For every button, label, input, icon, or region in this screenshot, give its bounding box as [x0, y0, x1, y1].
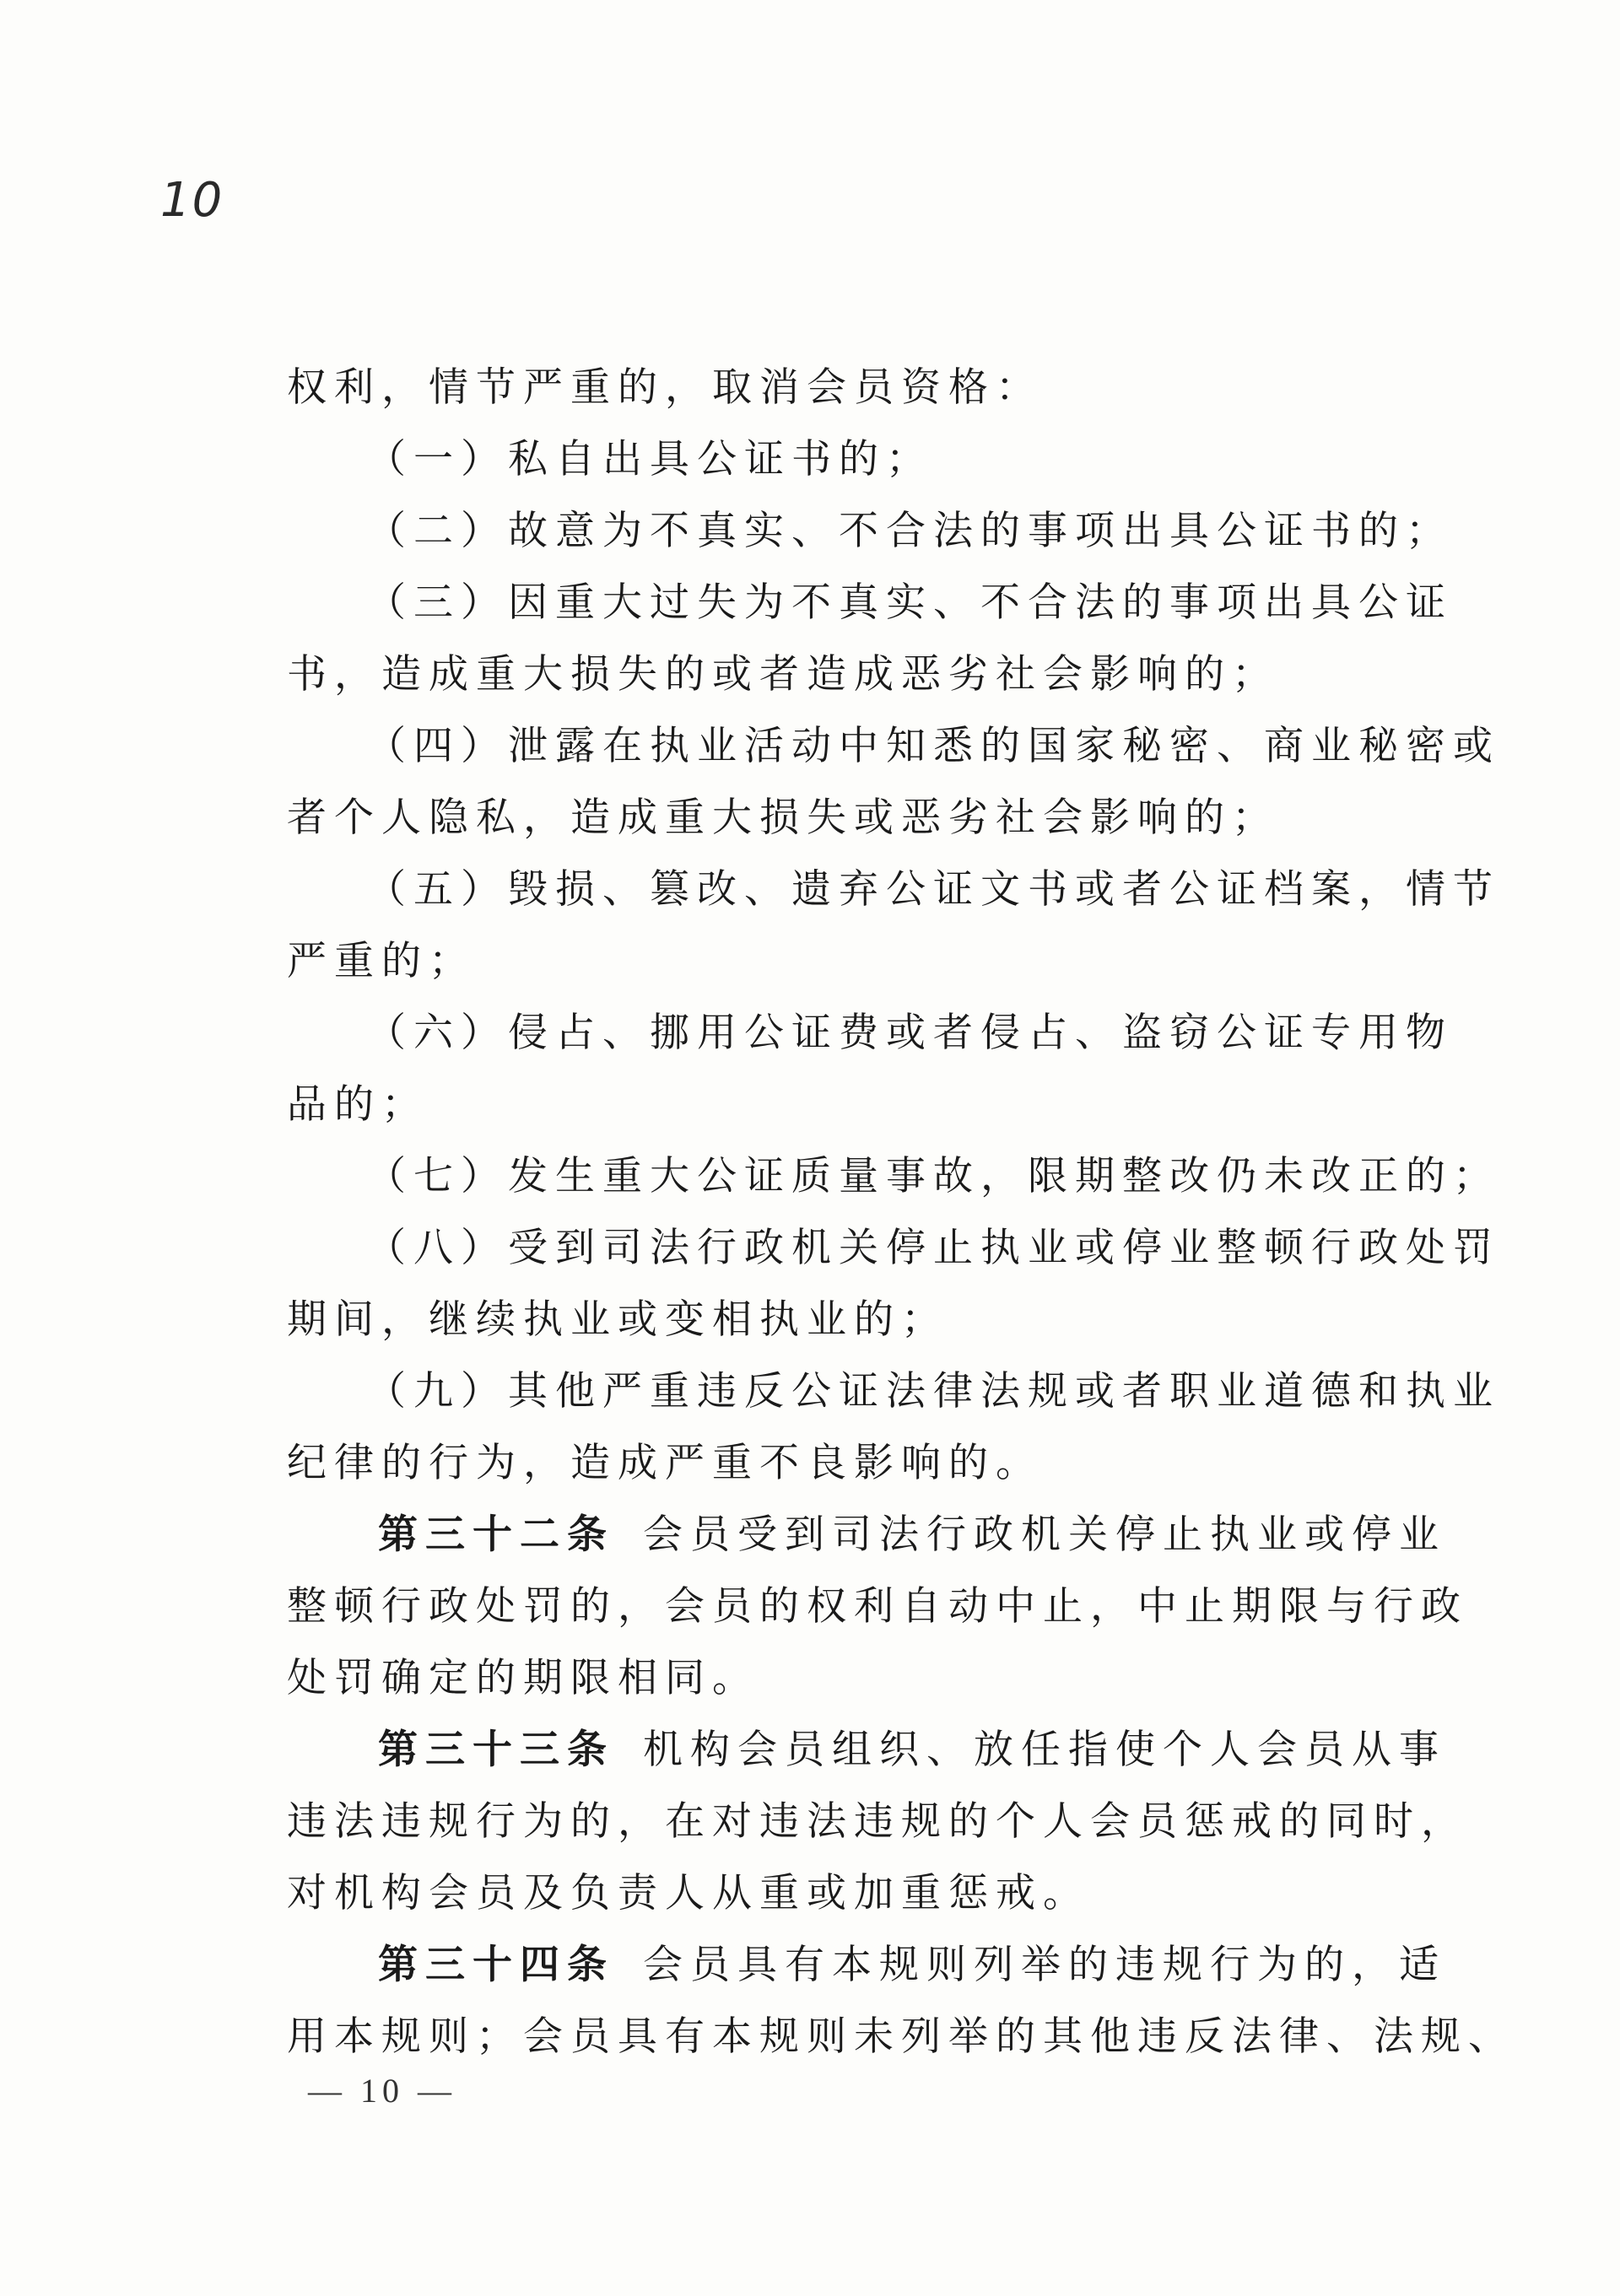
page-number-footer: — 10 — [308, 2072, 456, 2110]
list-item: （九）其他严重违反公证法律法规或者职业道德和执业 [366, 1368, 1500, 1415]
list-item: （四）泄露在执业活动中知悉的国家秘密、商业秘密或 [366, 723, 1500, 769]
list-item-continuation: 书，造成重大损失的或者造成恶劣社会影响的； [287, 651, 1279, 698]
article-text-line: 处罚确定的期限相同。 [287, 1655, 759, 1701]
article-number: 第三十三条 [378, 1727, 614, 1773]
list-item: （三）因重大过失为不真实、不合法的事项出具公证 [366, 579, 1453, 626]
article-34-first-line [378, 1940, 1446, 1991]
list-item-continuation: 品的； [287, 1081, 429, 1128]
list-item-continuation: 者个人隐私，造成重大损失或恶劣社会影响的； [287, 795, 1279, 841]
list-item: （六）侵占、挪用公证费或者侵占、盗窃公证专用物 [366, 1010, 1453, 1056]
article-text-line: 违法违规行为的，在对违法违规的个人会员惩戒的同时， [287, 1798, 1468, 1845]
article-text: 会员具有本规则列举的违规行为的，适 [643, 1942, 1446, 1988]
list-item: （八）受到司法行政机关停止执业或停业整顿行政处罚 [366, 1225, 1500, 1271]
list-item: （二）故意为不真实、不合法的事项出具公证书的； [366, 508, 1453, 554]
list-item: （五）毁损、篡改、遗弃公证文书或者公证档案，情节 [366, 866, 1500, 913]
article-text: 机构会员组织、放任指使个人会员从事 [643, 1727, 1446, 1773]
article-32-first-line [378, 1510, 1446, 1560]
article-text: 会员受到司法行政机关停止执业或停业 [643, 1512, 1446, 1558]
list-item: （一）私自出具公证书的； [366, 436, 933, 482]
article-text-line: 整顿行政处罚的，会员的权利自动中止，中止期限与行政 [287, 1583, 1468, 1630]
article-number: 第三十二条 [378, 1512, 614, 1558]
article-33-first-line [378, 1725, 1446, 1776]
list-item-continuation: 期间，继续执业或变相执业的； [287, 1296, 948, 1343]
handwritten-page-number: 10 [160, 173, 224, 228]
list-item: （七）发生重大公证质量事故，限期整改仍未改正的； [366, 1153, 1500, 1199]
list-item-continuation: 纪律的行为，造成严重不良影响的。 [287, 1440, 1043, 1486]
article-text-line: 对机构会员及负责人从重或加重惩戒。 [287, 1870, 1090, 1916]
text-line: 权利，情节严重的，取消会员资格： [287, 364, 1043, 411]
article-number: 第三十四条 [378, 1942, 614, 1988]
article-text-line: 用本规则；会员具有本规则未列举的其他违反法律、法规、 [287, 2013, 1515, 2060]
list-item-continuation: 严重的； [287, 938, 476, 984]
